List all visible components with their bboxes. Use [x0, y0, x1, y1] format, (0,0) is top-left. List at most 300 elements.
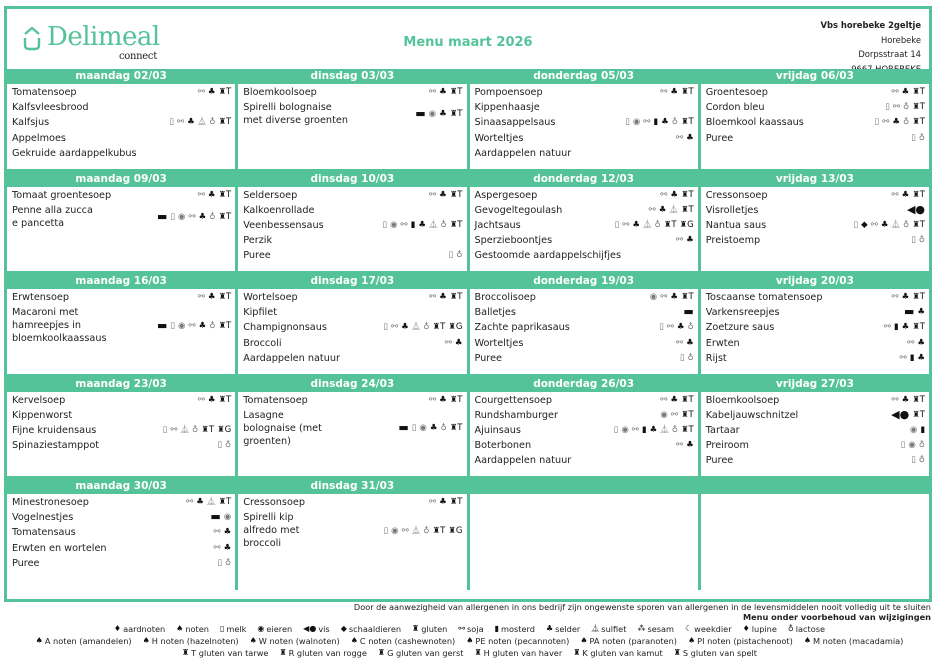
- selder-icon: ♣: [901, 87, 910, 97]
- sulfiet-icon: ⏅: [642, 219, 652, 230]
- legend-icon: ♠: [803, 636, 812, 645]
- allergen-icons: [911, 454, 925, 466]
- menu-item-name: Champignonsaus: [243, 322, 327, 334]
- legend-label: eieren: [266, 624, 293, 634]
- soja-icon: ⚯: [907, 337, 915, 348]
- lactose-icon: ♁: [225, 440, 232, 451]
- soja-icon: ⚯: [891, 189, 899, 200]
- legend-item: [685, 623, 732, 635]
- menu-item: [12, 511, 231, 524]
- legend-label: vis: [318, 624, 330, 634]
- eieren-icon: ◉: [223, 512, 232, 523]
- menu-item: [475, 454, 694, 467]
- header: [7, 9, 929, 69]
- soja-icon: ⚯: [899, 352, 907, 363]
- legend-item: [591, 623, 626, 635]
- menu-item: [475, 352, 694, 365]
- menu-item-name: Erwten en wortelen: [12, 542, 107, 554]
- selder-icon: ♣: [670, 292, 678, 302]
- menu-item-name: Cressonsoep: [705, 189, 768, 201]
- gluten-gerst-icon: ♜G: [448, 525, 463, 536]
- legend-icon: ⏅: [591, 624, 600, 633]
- menu-item-name: Worteltjes: [474, 132, 524, 144]
- menu-item: [12, 86, 231, 99]
- menu-item-name: Broccolisoep: [474, 292, 536, 303]
- legend-icon: ♜: [279, 648, 287, 657]
- legend-row-allergens: [0, 623, 939, 635]
- legend-label: aardnoten: [123, 624, 166, 634]
- day-header: donderdag 19/03: [470, 274, 698, 289]
- menu-item-name: Vogelnestjes: [12, 512, 74, 524]
- legend-item: [580, 635, 677, 647]
- melk-icon: ▯: [911, 455, 916, 466]
- eieren-icon: ◉: [390, 219, 398, 230]
- allergen-icons: [660, 409, 693, 421]
- day-header: dinsdag 24/03: [238, 377, 466, 392]
- menu-item: [475, 291, 694, 304]
- allergen-icons: [198, 189, 232, 201]
- menu-item-name: Visrolletjes: [705, 204, 759, 216]
- allergen-icons: [891, 189, 925, 201]
- menu-item: [243, 219, 462, 232]
- soja-icon: ⚯: [882, 117, 890, 128]
- allergen-icons: [210, 511, 231, 523]
- allergen-icons: [911, 234, 925, 246]
- day-header: maandag 09/03: [7, 172, 235, 187]
- legend-icon: ♦: [742, 624, 750, 633]
- selder-icon: ♣: [676, 322, 685, 333]
- menu-item: [12, 526, 231, 539]
- legend-icon: ⁂: [637, 624, 646, 633]
- legend-row-nuts: [0, 635, 939, 647]
- allergen-icons: [907, 204, 925, 216]
- legend-item: [474, 647, 562, 659]
- selder-icon: ♣: [670, 189, 678, 200]
- day-menu: [238, 289, 466, 367]
- legend-item: [688, 635, 793, 647]
- legend-icon: ♠: [176, 624, 184, 633]
- menu-item: [475, 394, 694, 407]
- day-header: vrijdag 27/03: [701, 377, 929, 392]
- menu-item-name: Ajuinsaus: [474, 424, 521, 436]
- menu-item: [706, 306, 925, 319]
- selder-icon: ♣: [207, 189, 216, 200]
- menu-item: [12, 204, 231, 230]
- menu-item: [475, 337, 694, 350]
- soja-icon: ⚯: [660, 292, 668, 302]
- menu-item-name: Macaroni met hamreepjes in bloemkoolkaassaus: [12, 307, 107, 345]
- eieren-icon: ◉: [908, 440, 916, 451]
- legend-icon: ▯: [219, 624, 225, 633]
- legend-label: gluten: [421, 624, 448, 634]
- selder-icon: ♣: [429, 423, 438, 434]
- lactose-icon: ♁: [902, 102, 910, 113]
- menu-item-name: Broccoli: [243, 337, 282, 349]
- menu-item: [243, 511, 462, 550]
- soja-icon: ⚯: [883, 322, 891, 333]
- legend-icon: ⚯: [458, 624, 466, 633]
- gluten-tarwe-icon: ♜T: [449, 423, 463, 434]
- selder-icon: ♣: [207, 292, 216, 302]
- allergen-icons: [198, 86, 232, 98]
- melk-icon: ▯: [169, 117, 174, 128]
- eieren-icon: ◉: [391, 525, 399, 536]
- menu-item-name: Penne alla zucca e pancetta: [12, 204, 93, 229]
- allergen-icons: [198, 394, 232, 406]
- legend-label: selder: [555, 624, 581, 634]
- selder-icon: ♣: [439, 394, 447, 405]
- varken-icon: ▬: [415, 107, 426, 121]
- gluten-tarwe-icon: ♜T: [912, 292, 925, 302]
- menu-item: [706, 394, 925, 407]
- selder-icon: ♣: [439, 292, 447, 302]
- melk-icon: ▯: [383, 525, 389, 536]
- day-cell: [470, 274, 701, 374]
- selder-icon: ♣: [901, 322, 910, 333]
- soja-icon: ⚯: [213, 542, 221, 553]
- legend-item: [114, 623, 165, 635]
- allergen-icons: [659, 321, 694, 333]
- lactose-icon: ♁: [440, 423, 447, 434]
- week-row: [7, 69, 929, 172]
- allergen-icons: [904, 306, 925, 318]
- selder-icon: ♣: [649, 424, 658, 435]
- allergen-icons: [383, 525, 462, 537]
- menu-item-name: Varkensreepjes: [705, 307, 780, 319]
- legend-item: [674, 647, 757, 659]
- menu-item: [475, 86, 694, 99]
- allergen-icons: [676, 234, 694, 246]
- legend-label: PE noten (pecannoten): [475, 636, 570, 646]
- menu-item: [706, 101, 925, 114]
- menu-item-name: Erwten: [705, 337, 740, 349]
- selder-icon: ♣: [439, 109, 447, 120]
- soja-icon: ⚯: [197, 189, 205, 200]
- menu-item-name: Tomatensoep: [243, 394, 308, 406]
- sulfiet-icon: ⏅: [428, 219, 438, 230]
- menu-item-name: Nantua saus: [705, 219, 767, 231]
- allergen-icons: [614, 424, 694, 436]
- eieren-icon: ◉: [660, 409, 668, 420]
- lactose-icon: ♁: [687, 352, 694, 363]
- lactose-icon: ♁: [654, 219, 661, 230]
- legend-icon: ♜: [474, 648, 482, 657]
- gluten-tarwe-icon: ♜T: [680, 394, 694, 405]
- allergen-icons: [649, 204, 694, 216]
- menu-item: [243, 234, 462, 247]
- gluten-tarwe-icon: ♜T: [912, 102, 925, 113]
- legend-label: W noten (walnoten): [258, 636, 340, 646]
- soja-icon: ⚯: [186, 497, 194, 507]
- selder-icon: ♣: [632, 219, 640, 230]
- menu-item-name: Veenbessensaus: [243, 219, 324, 231]
- day-menu: [701, 187, 929, 250]
- gluten-tarwe-icon: ♜T: [449, 219, 463, 230]
- gluten-tarwe-icon: ♜T: [432, 525, 446, 536]
- soja-icon: ⚯: [631, 424, 639, 435]
- varken-icon: ▬: [398, 421, 409, 435]
- allergen-icons: [900, 352, 925, 364]
- menu-item-name: Worteltjes: [474, 337, 524, 349]
- menu-item: [706, 454, 925, 467]
- legend-icon: ◆: [340, 624, 347, 633]
- gluten-tarwe-icon: ♜T: [449, 394, 463, 405]
- menu-item: [706, 424, 925, 437]
- soja-icon: ⚯: [666, 322, 674, 333]
- allergen-icons: [650, 291, 694, 303]
- menu-item: [243, 321, 462, 334]
- legend-label: lupine: [751, 624, 777, 634]
- legend-label: sesam: [647, 624, 674, 634]
- day-header: dinsdag 03/03: [238, 69, 466, 84]
- menu-item: [12, 439, 231, 452]
- varken-icon: ▬: [683, 305, 694, 319]
- day-menu: [470, 84, 698, 162]
- day-header: donderdag 26/03: [470, 377, 698, 392]
- lactose-icon: ♁: [423, 525, 430, 536]
- day-header: [470, 479, 698, 494]
- soja-icon: ⚯: [428, 292, 437, 302]
- gluten-tarwe-icon: ♜T: [218, 87, 232, 97]
- selder-icon: ♣: [658, 204, 667, 215]
- menu-item-name: Bloemkool kaassaus: [705, 117, 804, 129]
- legend-icon: ♁: [787, 624, 794, 633]
- menu-item: [12, 291, 231, 304]
- legend-icon: ♜: [673, 648, 681, 657]
- menu-item-name: Perzik: [243, 235, 273, 247]
- gluten-gerst-icon: ♜G: [448, 322, 463, 333]
- legend-label: weekdier: [694, 624, 732, 634]
- allergen-icons: [157, 320, 231, 332]
- menu-item: [12, 306, 231, 345]
- menu-item: [243, 337, 462, 350]
- selder-icon: ♣: [686, 235, 694, 246]
- selder-icon: ♣: [892, 117, 900, 128]
- day-header: maandag 23/03: [7, 377, 235, 392]
- allergen-icons: [676, 337, 694, 349]
- menu-item-name: Kippenhaasje: [474, 102, 540, 114]
- day-menu: [470, 289, 698, 367]
- gluten-tarwe-icon: ♜T: [449, 497, 463, 507]
- day-cell: [238, 377, 469, 477]
- allergen-icons: [891, 291, 925, 303]
- lactose-icon: ♁: [902, 219, 910, 230]
- menu-item-name: Jachtsaus: [474, 219, 521, 231]
- allergen-icons: [891, 394, 925, 406]
- legend-label: S gluten van spelt: [682, 648, 758, 658]
- legend-label: K gluten van kamut: [582, 648, 663, 658]
- gluten-tarwe-icon: ♜T: [912, 189, 925, 200]
- legend-icon: ♠: [350, 636, 358, 645]
- day-menu: [470, 494, 698, 496]
- menu-item: [243, 352, 462, 365]
- menu-item-name: Spirelli kip alfredo met broccoli: [243, 512, 300, 550]
- gluten-tarwe-icon: ♜T: [680, 189, 694, 200]
- menu-item-name: Preistoemp: [705, 235, 761, 247]
- menu-item-name: Cordon bleu: [705, 102, 765, 114]
- gluten-tarwe-icon: ♜T: [912, 394, 925, 405]
- allergen-icons: [853, 219, 925, 231]
- soja-icon: ⚯: [428, 87, 437, 97]
- melk-icon: ▯: [853, 219, 859, 230]
- menu-item-name: Tomatensaus: [12, 527, 76, 539]
- menu-item: [475, 204, 694, 217]
- soja-icon: ⚯: [870, 219, 878, 230]
- menu-item-name: Pompoensoep: [474, 87, 543, 98]
- gluten-tarwe-icon: ♜T: [912, 409, 925, 420]
- menu-item-name: Appelmoes: [12, 132, 66, 144]
- legend-item: [546, 623, 580, 635]
- menu-item: [12, 147, 231, 160]
- allergen-icons: [445, 337, 463, 349]
- gluten-tarwe-icon: ♜T: [449, 109, 463, 120]
- day-header: vrijdag 06/03: [701, 69, 929, 84]
- allergen-icons: [429, 189, 463, 201]
- soja-icon: ⚯: [188, 320, 196, 331]
- melk-icon: ▯: [217, 440, 223, 451]
- menu-item-name: Puree: [12, 557, 40, 569]
- soja-icon: ⚯: [170, 424, 178, 435]
- menu-item: [243, 189, 462, 202]
- day-cell: [7, 274, 238, 374]
- mosterd-icon: ▮: [653, 117, 659, 128]
- gluten-tarwe-icon: ♜T: [449, 292, 463, 302]
- menu-item: [243, 291, 462, 304]
- allergen-icons: [885, 101, 925, 113]
- day-menu: [7, 187, 235, 232]
- varken-icon: ▬: [156, 318, 168, 332]
- menu-item-name: Kalfsvleesbrood: [12, 102, 89, 114]
- allergen-icons: [382, 219, 462, 231]
- eieren-icon: ◉: [178, 320, 186, 331]
- menu-item-name: Bloemkoolsoep: [705, 394, 780, 406]
- legend-label: A noten (amandelen): [44, 636, 132, 646]
- eieren-icon: ◉: [178, 211, 186, 222]
- menu-item: [706, 204, 925, 217]
- legend-item: [466, 635, 569, 647]
- melk-icon: ▯: [170, 211, 176, 222]
- legend-label: C noten (cashewnoten): [359, 636, 456, 646]
- legend-label: PA noten (paranoten): [589, 636, 677, 646]
- menu-item-name: Kabeljauwschnitzel: [705, 409, 799, 421]
- soja-icon: ⚯: [176, 117, 185, 128]
- day-cell: [238, 172, 469, 272]
- day-menu: [238, 494, 466, 552]
- sulfiet-icon: ⏅: [411, 525, 421, 536]
- day-menu: [7, 84, 235, 162]
- allergen-icons: [615, 219, 694, 231]
- school-place: Horebeke: [880, 34, 921, 45]
- day-menu: [470, 187, 698, 265]
- varken-icon: ▬: [210, 510, 221, 524]
- legend-item: [637, 623, 674, 635]
- menu-item: [243, 101, 462, 127]
- menu-item: [706, 234, 925, 247]
- menu-item-name: Zoetzure saus: [705, 322, 775, 334]
- lactose-icon: ♁: [902, 117, 910, 128]
- legend-label: noten: [185, 624, 209, 634]
- soja-icon: ⚯: [676, 337, 684, 348]
- day-header: dinsdag 31/03: [238, 479, 466, 494]
- gluten-tarwe-icon: ♜T: [680, 87, 694, 97]
- soja-icon: ⚯: [660, 189, 668, 200]
- menu-item-name: Kipfilet: [243, 307, 277, 319]
- melk-icon: ▯: [162, 424, 168, 435]
- menu-item-name: Puree: [705, 455, 734, 467]
- day-cell: [701, 274, 929, 374]
- menu-item-name: Seldersoep: [243, 189, 298, 201]
- menu-item: [12, 116, 231, 129]
- soja-icon: ⚯: [891, 394, 899, 405]
- menu-item: [475, 132, 694, 145]
- menu-item: [706, 291, 925, 304]
- week-row: [7, 172, 929, 275]
- sulfiet-icon: ⏅: [669, 204, 678, 215]
- soja-icon: ⚯: [197, 292, 205, 302]
- allergen-icons: [429, 86, 463, 98]
- lactose-icon: ♁: [918, 132, 925, 143]
- day-cell: [470, 479, 701, 590]
- menu-item-name: Aardappelen natuur: [474, 455, 572, 467]
- allergen-icons: [157, 211, 231, 223]
- selder-icon: ♣: [196, 497, 204, 507]
- day-cell: [238, 274, 469, 374]
- allergen-disclaimer: Door de aanwezigheid van allergenen in ons bedrijf zijn ongewenste sporen van allergenen in de levensmiddelen nooit volledig uit te sluiten: [353, 602, 931, 612]
- selder-icon: ♣: [187, 117, 195, 128]
- school-name: Vbs horebeke 2geltje: [820, 20, 921, 30]
- day-cell: [701, 377, 929, 477]
- gluten-tarwe-icon: ♜T: [912, 87, 925, 97]
- day-menu: [238, 187, 466, 265]
- menu-item-name: Fijne kruidensaus: [12, 424, 97, 436]
- menu-item: [706, 321, 925, 334]
- menu-item-name: Bloemkoolsoep: [243, 87, 317, 98]
- menu-item-name: Sinaasappelsaus: [474, 117, 556, 129]
- legend-row-gluten: [0, 647, 939, 659]
- soja-icon: ⚯: [670, 409, 678, 420]
- menu-item: [243, 249, 462, 262]
- day-cell: [7, 69, 238, 169]
- day-cell: [7, 172, 238, 272]
- allergen-icons: [429, 394, 463, 406]
- menu-item: [243, 409, 462, 448]
- melk-icon: ▯: [613, 424, 619, 435]
- menu-item-name: Rijst: [705, 352, 727, 364]
- menu-item-name: Aspergesoep: [474, 189, 538, 201]
- mosterd-icon: ▮: [909, 352, 915, 363]
- menu-item: [243, 86, 462, 99]
- soja-icon: ⚯: [444, 337, 452, 348]
- gluten-tarwe-icon: ♜T: [680, 424, 694, 435]
- sulfiet-icon: ⏅: [180, 424, 189, 435]
- soja-icon: ⚯: [660, 87, 668, 97]
- menu-item: [243, 306, 462, 319]
- gluten-gerst-icon: ♜G: [217, 424, 232, 435]
- day-menu: [7, 392, 235, 455]
- gluten-tarwe-icon: ♜T: [680, 292, 694, 302]
- selder-icon: ♣: [439, 189, 447, 200]
- allergen-icons: [676, 439, 694, 451]
- menu-item: [706, 439, 925, 452]
- lactose-icon: ♁: [423, 322, 430, 333]
- menu-item: [706, 337, 925, 350]
- day-header: dinsdag 10/03: [238, 172, 466, 187]
- allergen-icons: [163, 424, 232, 436]
- soja-icon: ⚯: [428, 189, 437, 200]
- eieren-icon: ◉: [419, 423, 427, 434]
- menu-item-name: Gestoomde aardappelschijfjes: [474, 250, 622, 262]
- selder-icon: ♣: [418, 219, 426, 230]
